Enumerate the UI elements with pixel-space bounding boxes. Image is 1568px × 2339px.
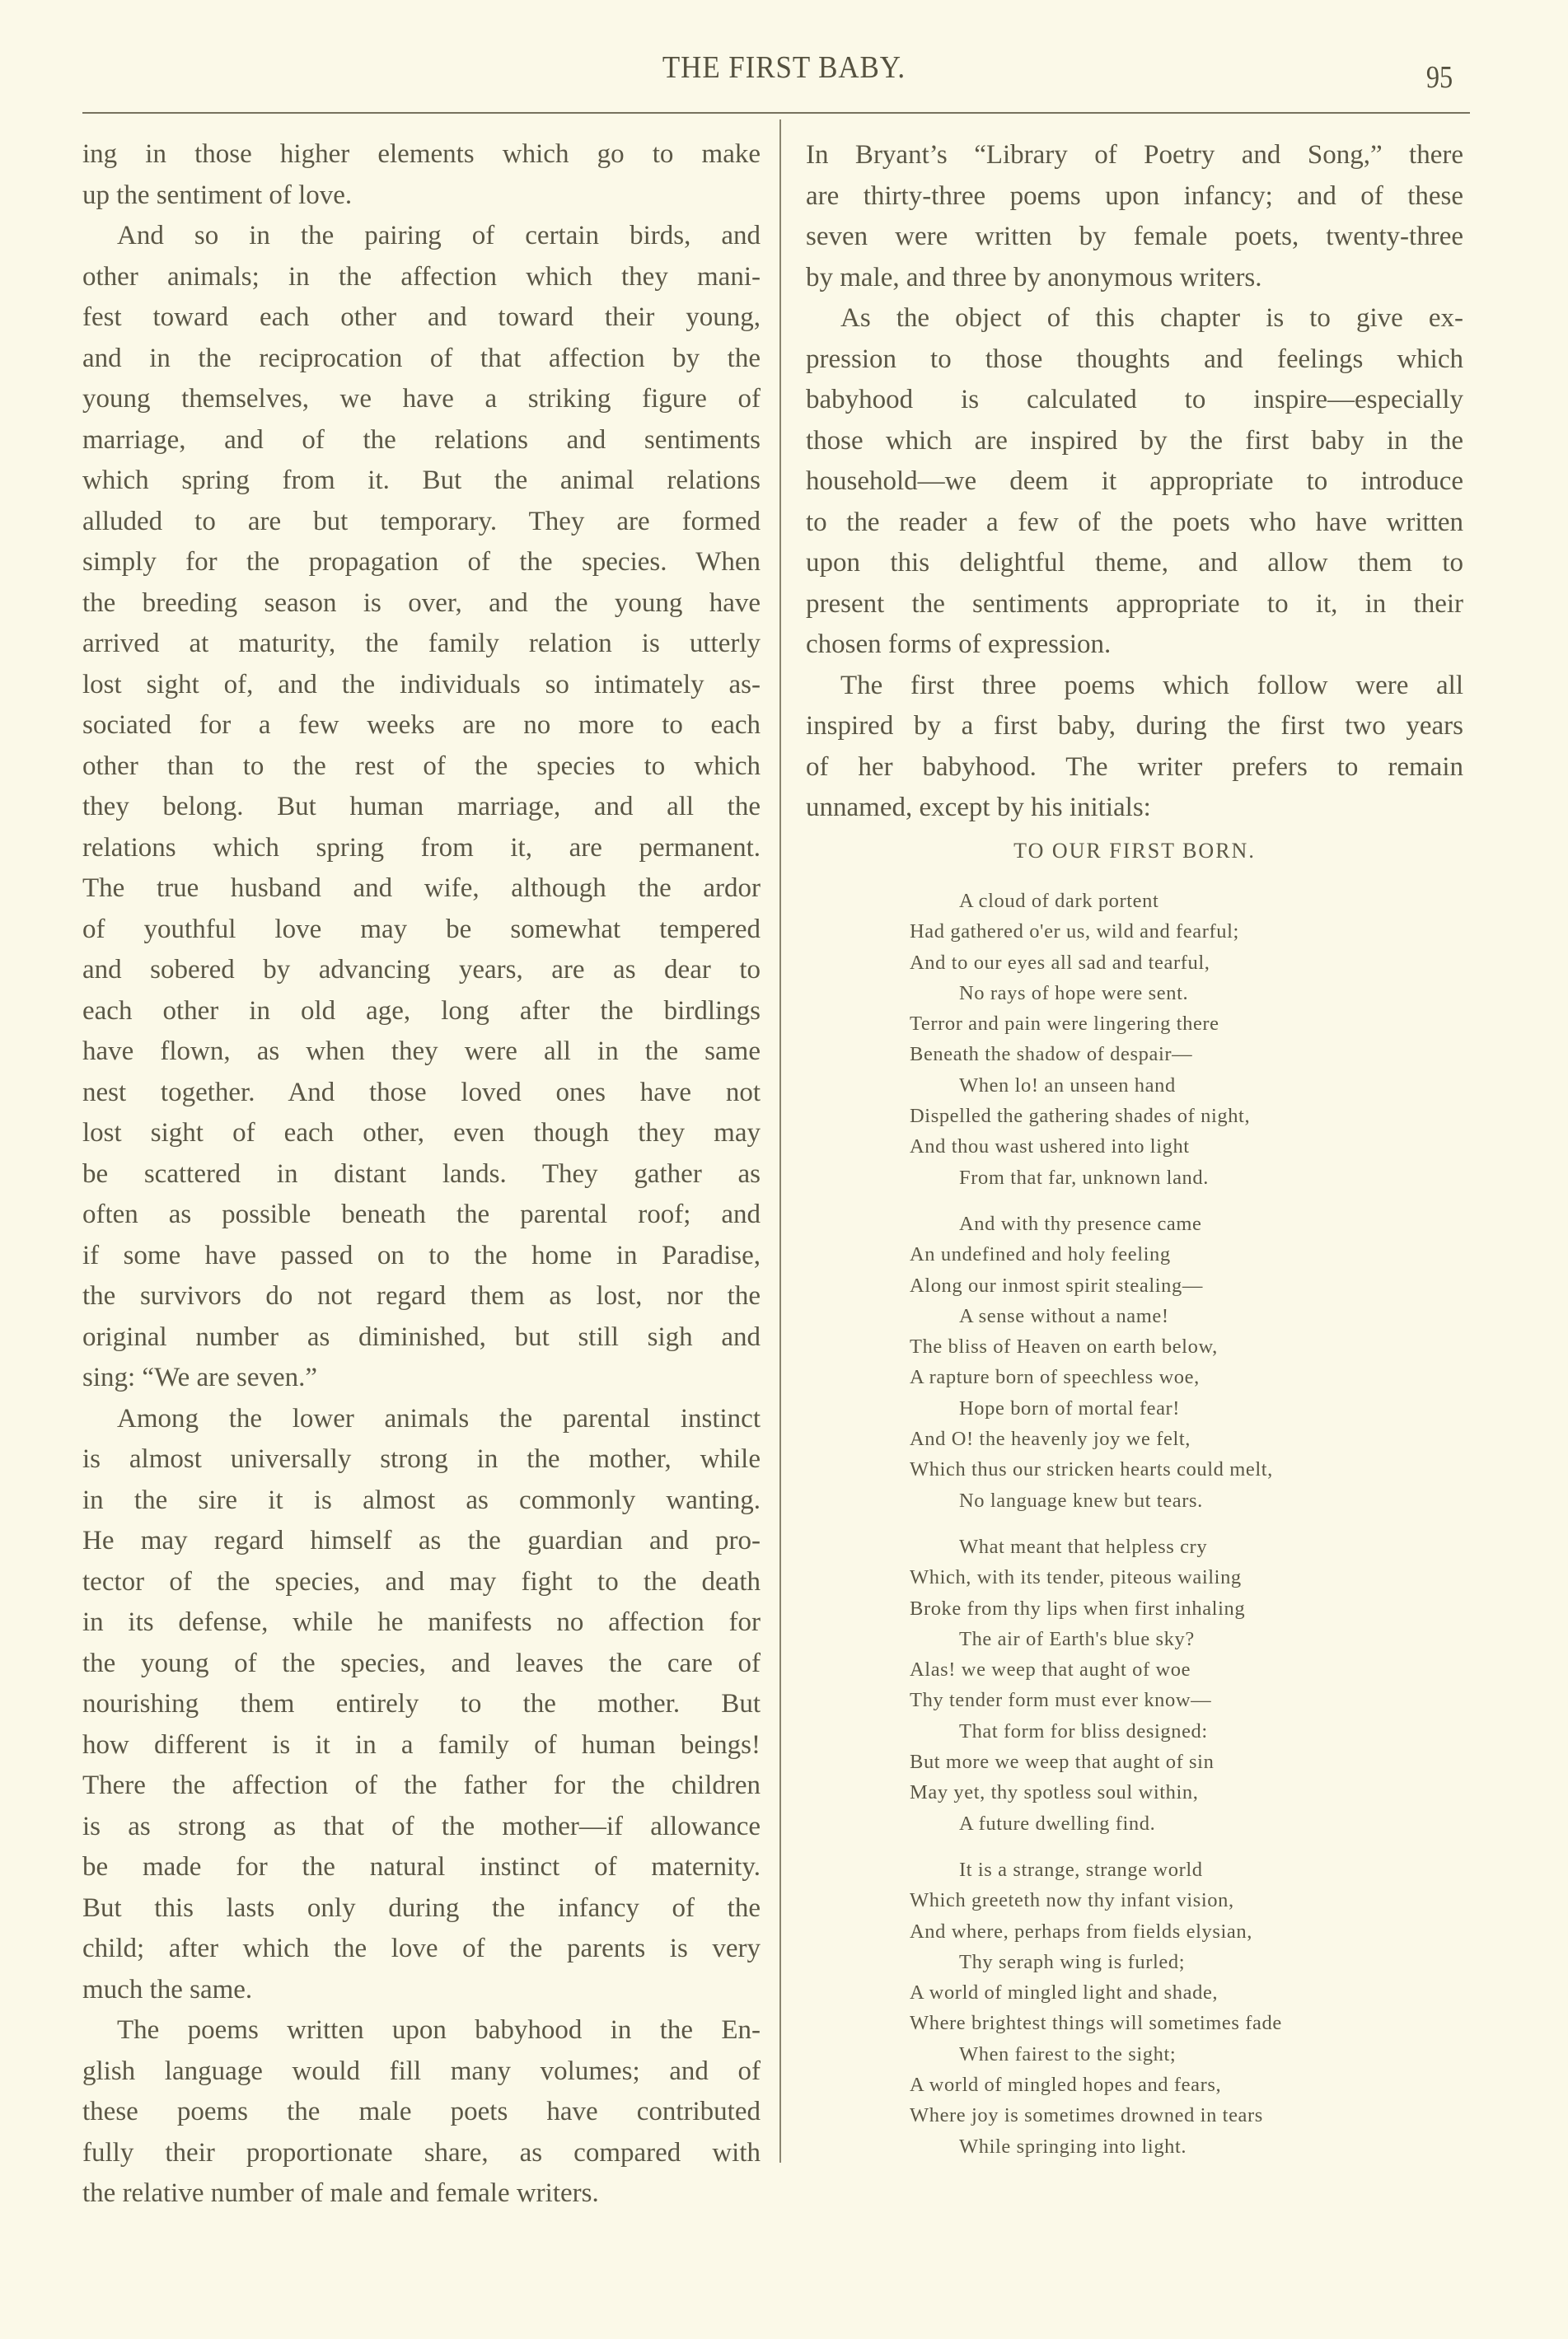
poem-line: But more we weep that aught of sin [910, 1751, 1215, 1774]
poem-line: Dispelled the gathering shades of night, [910, 1105, 1251, 1128]
poem-stanza [910, 1209, 1470, 1516]
poem-line: What meant that helpless cry [959, 1535, 1208, 1558]
poem-line: And thou wast ushered into light [910, 1135, 1190, 1158]
poem-line: A world of mingled light and shade, [910, 1981, 1219, 2005]
poem-line: Had gathered o'er us, wild and fearful; [910, 920, 1239, 943]
poem-line: When lo! an unseen hand [959, 1074, 1176, 1097]
text-line: sociated for a few weeks are no more to each [82, 710, 761, 740]
paragraph [806, 298, 1463, 666]
text-line: by male, and three by anonymous writers. [806, 262, 1262, 292]
text-line: tector of the species, and may fight to the death [82, 1566, 761, 1597]
poem-line: When fairest to the sight; [959, 2042, 1177, 2065]
poem-line: A cloud of dark portent [959, 890, 1159, 912]
poem-line: A rapture born of speechless woe, [910, 1366, 1200, 1389]
text-line: inspired by a first baby, during the first two years [806, 711, 1463, 741]
poem-line: Terror and pain were lingering there [910, 1013, 1219, 1036]
text-line: much the same. [82, 1974, 253, 2005]
poem-line: Beneath the shadow of despair— [910, 1043, 1193, 1066]
poem-line: And to our eyes all sad and tearful, [910, 951, 1210, 974]
text-line: have flown, as when they were all in the same [82, 1036, 761, 1066]
poem-line: Alas! we weep that aught of woe [910, 1658, 1191, 1682]
text-line: other animals; in the affection which they mani- [82, 261, 761, 292]
text-line: each other in old age, long after the birdlings [82, 995, 761, 1026]
text-line: pression to those thoughts and feelings which [806, 344, 1463, 374]
text-line: is as strong as that of the mother—if allowance [82, 1811, 761, 1841]
text-line: chosen forms of expression. [806, 629, 1112, 659]
poem-line: Where joy is sometimes drowned in tears [910, 2104, 1263, 2127]
poem-line: May yet, thy spotless soul within, [910, 1781, 1199, 1804]
text-line: of her babyhood. The writer prefers to remain [806, 751, 1463, 782]
text-line: present the sentiments appropriate to it, in their [806, 588, 1463, 619]
text-line: of youthful love may be somewhat tempered [82, 914, 761, 944]
poem-line: Which, with its tender, piteous wailing [910, 1566, 1242, 1589]
paragraph [82, 216, 761, 1399]
right-column [806, 135, 1463, 829]
poem-body [910, 886, 1470, 2178]
column-divider [779, 119, 781, 2163]
poem-line: The bliss of Heaven on earth below, [910, 1336, 1218, 1359]
poem-stanza [910, 1532, 1470, 1839]
poem-line: Which greeteth now thy infant vision, [910, 1889, 1234, 1912]
text-line: the relative number of male and female writers. [82, 2178, 599, 2208]
poem-line: The air of Earth's blue sky? [959, 1627, 1195, 1650]
poem-line: Thy tender form must ever know— [910, 1689, 1212, 1712]
poem-line: Broke from thy lips when first inhaling [910, 1597, 1246, 1620]
text-line: the survivors do not regard them as lost, nor the [82, 1281, 761, 1311]
text-line: sing: “We are seven.” [82, 1363, 318, 1392]
paragraph [806, 135, 1463, 298]
text-line: other than to the rest of the species to which [82, 751, 761, 781]
text-line: those which are inspired by the first baby in the [806, 425, 1463, 456]
poem-stanza [910, 1855, 1470, 2162]
poem-line: An undefined and holy feeling [910, 1243, 1171, 1266]
paragraph [82, 2010, 761, 2215]
poem-line: That form for bliss designed: [959, 1719, 1208, 1743]
text-line: up the sentiment of love. [82, 180, 353, 210]
poem-line: And with thy presence came [959, 1212, 1202, 1235]
text-line: be made for the natural instinct of maternity. [82, 1852, 761, 1882]
text-line: ing in those higher elements which go to make [82, 139, 761, 169]
text-line: they belong. But human marriage, and all the [82, 792, 761, 821]
text-line: The first three poems which follow were all [840, 670, 1463, 700]
text-line: arrived at maturity, the family relation is utterly [82, 629, 761, 658]
text-line: babyhood is calculated to inspire—especially [806, 385, 1463, 414]
poem-stanza [910, 886, 1470, 1193]
text-line: child; after which the love of the parents is very [82, 1934, 761, 1963]
text-line: simply for the propagation of the species. When [82, 547, 761, 577]
poem-title: TO OUR FIRST BORN. [1013, 839, 1256, 863]
poem-line: And where, perhaps from fields elysian, [910, 1920, 1252, 1943]
poem-line: A world of mingled hopes and fears, [910, 2073, 1222, 2096]
text-line: nest together. And those loved ones have not [82, 1077, 761, 1107]
poem-line: Along our inmost spirit stealing— [910, 1274, 1203, 1297]
poem-line: No language knew but tears. [959, 1489, 1203, 1512]
text-line: He may regard himself as the guardian and pro- [82, 1526, 761, 1555]
text-line: to the reader a few of the poets who have written [806, 507, 1463, 537]
text-line: young themselves, we have a striking figure of [82, 384, 761, 414]
poem-line: It is a strange, strange world [959, 1858, 1203, 1881]
poem-line: While springing into light. [959, 2135, 1187, 2158]
text-line: glish language would fill many volumes; and of [82, 2056, 761, 2086]
poem-line: A future dwelling find. [959, 1812, 1156, 1835]
text-line: unnamed, except by his initials: [806, 793, 1151, 822]
poem-line: No rays of hope were sent. [959, 981, 1189, 1004]
text-line: In Bryant’s “Library of Poetry and Song,” there [806, 140, 1463, 170]
left-column [82, 134, 761, 2215]
text-line: and sobered by advancing years, are as dear to [82, 955, 761, 985]
text-line: the young of the species, and leaves the care of [82, 1648, 761, 1678]
text-line: As the object of this chapter is to give ex- [840, 303, 1463, 333]
text-line: in the sire it is almost as commonly wanting. [82, 1485, 761, 1515]
text-line: nourishing them entirely to the mother. But [82, 1689, 761, 1719]
text-line: original number as diminished, but still sigh and [82, 1322, 761, 1352]
text-line: and in the reciprocation of that affection by the [82, 343, 761, 373]
text-line: are thirty-three poems upon infancy; and of these [806, 180, 1463, 211]
text-line: seven were written by female poets, twenty-three [806, 222, 1463, 251]
poem-line: And O! the heavenly joy we felt, [910, 1428, 1191, 1451]
poem-line: Where brightest things will sometimes fade [910, 2012, 1282, 2035]
text-line: is almost universally strong in the mother, while [82, 1444, 761, 1474]
text-line: household—we deem it appropriate to introduce [806, 466, 1463, 496]
text-line: lost sight of, and the individuals so intimately as- [82, 669, 761, 699]
text-line: alluded to are but temporary. They are formed [82, 506, 761, 536]
text-line: the breeding season is over, and the young have [82, 587, 761, 618]
text-line: often as possible beneath the parental roof; and [82, 1200, 761, 1229]
paragraph [806, 666, 1463, 829]
poem-line: Which thus our stricken hearts could melt, [910, 1458, 1273, 1481]
poem-line: Hope born of mortal fear! [959, 1396, 1181, 1420]
text-line: And so in the pairing of certain birds, and [117, 221, 761, 250]
text-line: Among the lower animals the parental instinct [117, 1403, 761, 1434]
text-line: lost sight of each other, even though they may [82, 1118, 761, 1148]
poem-line: Thy seraph wing is furled; [959, 1950, 1186, 1973]
text-line: be scattered in distant lands. They gather as [82, 1158, 761, 1189]
text-line: The poems written upon babyhood in the En- [117, 2015, 761, 2045]
text-line: these poems the male poets have contributed [82, 2097, 761, 2126]
paragraph [82, 1399, 761, 2011]
running-title: THE FIRST BABY. [662, 50, 906, 85]
header-rule [82, 112, 1470, 114]
text-line: The true husband and wife, although the ardor [82, 873, 761, 903]
text-line: upon this delightful theme, and allow them to [806, 548, 1463, 578]
text-line: fest toward each other and toward their young, [82, 302, 761, 332]
text-line: which spring from it. But the animal relations [82, 465, 761, 495]
page-number: 95 [1425, 60, 1453, 95]
poem-line: A sense without a name! [959, 1304, 1169, 1327]
text-line: in its defense, while he manifests no affection for [82, 1607, 761, 1637]
poem-line: From that far, unknown land. [959, 1166, 1209, 1189]
text-line: There the affection of the father for the children [82, 1771, 761, 1800]
text-line: fully their proportionate share, as compared with [82, 2137, 761, 2168]
text-line: relations which spring from it, are permanent. [82, 832, 761, 863]
text-line: if some have passed on to the home in Paradise, [82, 1240, 761, 1270]
text-line: marriage, and of the relations and sentiments [82, 424, 761, 455]
text-line: But this lasts only during the infancy of the [82, 1892, 761, 1923]
paragraph [82, 134, 761, 216]
text-line: how different is it in a family of human beings! [82, 1729, 761, 1760]
